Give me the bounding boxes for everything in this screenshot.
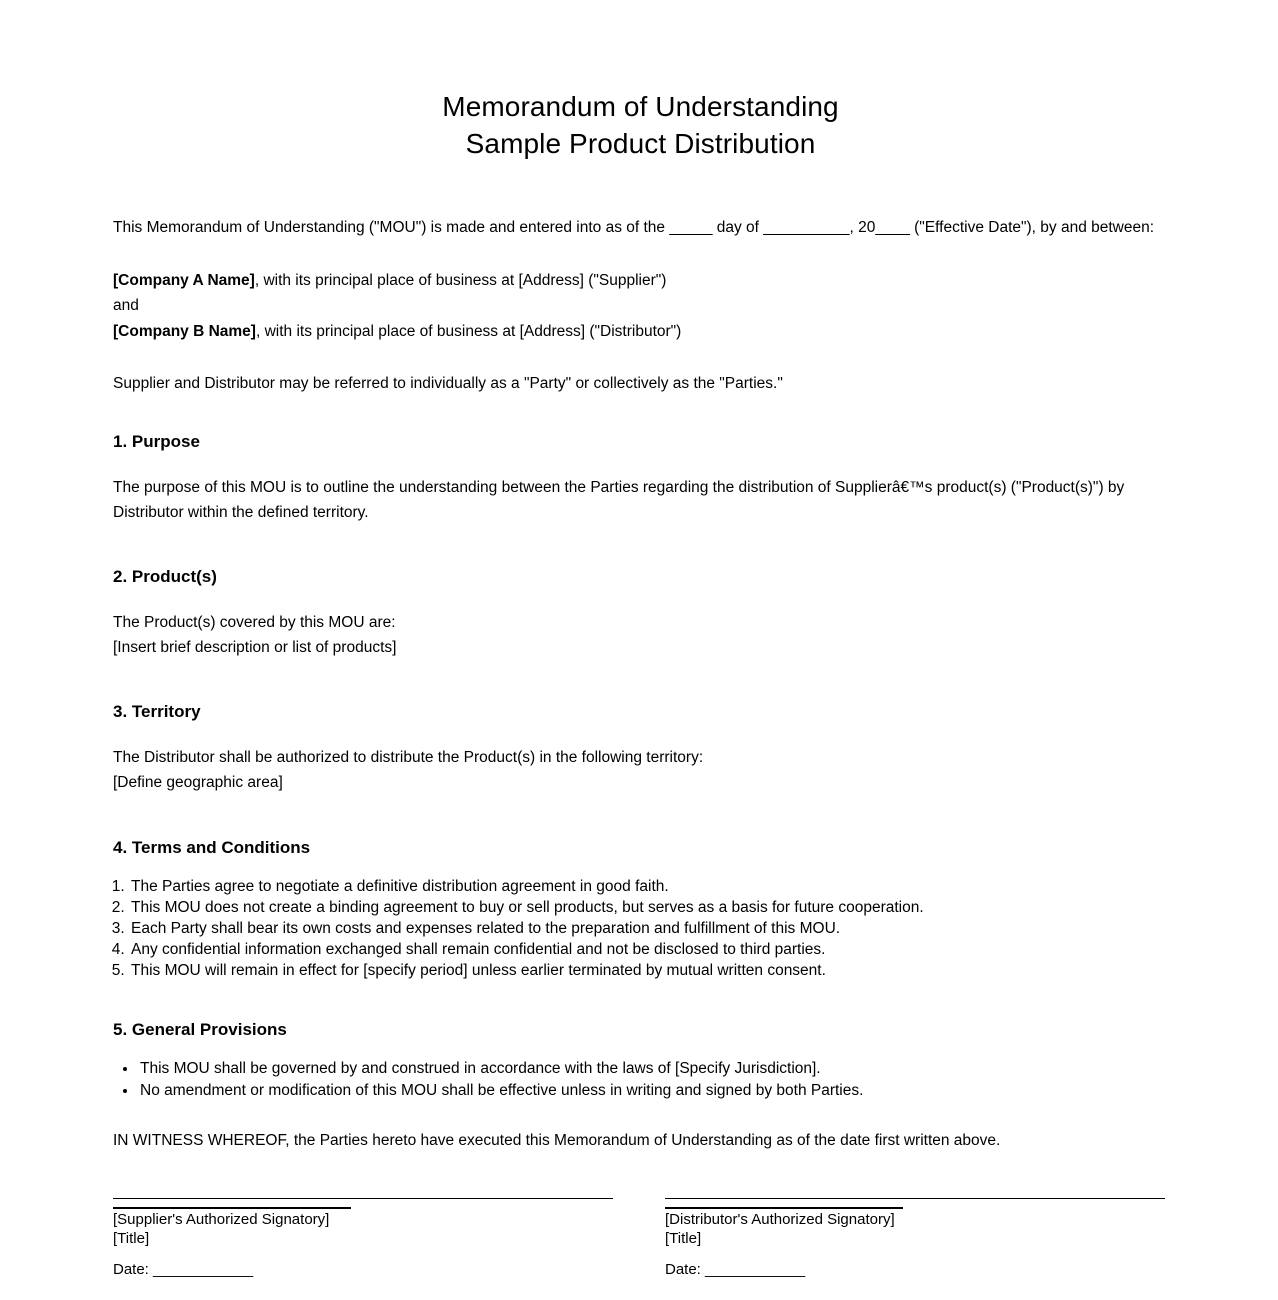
supplier-signatory-label: [Supplier's Authorized Signatory] [113, 1211, 330, 1228]
title-line-2: Sample Product Distribution [465, 128, 816, 159]
supplier-title-label: [Title] [113, 1230, 150, 1247]
list-item: 3. Each Party shall bear its own costs and expenses related to the preparation and fulfillment of this MOU. [129, 918, 1168, 939]
parties-conjunction: and [113, 297, 139, 314]
section-heading-products: 2. Product(s) [113, 566, 217, 586]
party-b-rest: , with its principal place of business at [Address] ("Distributor") [255, 322, 682, 340]
distributor-title-label: [Title] [665, 1230, 702, 1247]
signature-rule-long [665, 1198, 1165, 1199]
signature-rule-long [113, 1198, 613, 1199]
list-item: 1. The Parties agree to negotiate a definitive distribution agreement in good faith. [129, 876, 1168, 897]
supplier-date-field: Date: ____________ [113, 1261, 254, 1278]
party-a-rest: , with its principal place of business at [Address] ("Supplier") [254, 271, 667, 289]
witness-paragraph: IN WITNESS WHEREOF, the Parties hereto have executed this Memorandum of Understanding as of the date first written above. [113, 1131, 1001, 1149]
signature-line [665, 1207, 903, 1209]
party-b-row [113, 319, 1168, 345]
section-heading-terms: 4. Terms and Conditions [113, 837, 311, 857]
intro-paragraph: This Memorandum of Understanding ("MOU") is made and entered into as of the _____ day of __________, 20____ ("Effective Date"), by and between: [113, 219, 1155, 236]
section-body-products-line-1: The Product(s) covered by this MOU are: [113, 613, 396, 631]
signature-line [113, 1207, 351, 1209]
party-b-name: [Company B Name] [113, 322, 256, 340]
distributor-signatory-label: [Distributor's Authorized Signatory] [665, 1211, 895, 1228]
list-item: 4. Any confidential information exchanged shall remain confidential and not be disclosed to third parties. [129, 939, 1168, 960]
section-body-purpose: The purpose of this MOU is to outline the understanding between the Parties regarding the distribution of Supplierâ€™s product(s) ("Product(s)") by Distributor within the defined territory. [113, 478, 1125, 521]
section-body-territory-line-2: [Define geographic area] [113, 774, 283, 791]
distributor-date-field: Date: ____________ [665, 1261, 806, 1278]
signature-block [113, 1198, 1168, 1294]
list-item: 5. This MOU will remain in effect for [specify period] unless earlier terminated by mutual written consent. [129, 960, 1168, 981]
signature-column-supplier [113, 1198, 613, 1294]
section-heading-purpose: 1. Purpose [113, 431, 200, 451]
list-item: • No amendment or modification of this MOU shall be effective unless in writing and signed by both Parties. [138, 1080, 1168, 1102]
title-line-1: Memorandum of Understanding [442, 91, 839, 122]
section-body-territory-line-1: The Distributor shall be authorized to distribute the Product(s) in the following territory: [113, 748, 704, 766]
collective-definition-paragraph: Supplier and Distributor may be referred to individually as a "Party" or collectively as the "Parties." [113, 375, 783, 392]
section-heading-general-provisions: 5. General Provisions [113, 1019, 287, 1039]
general-provisions-list [113, 1058, 1168, 1102]
party-a-row [113, 268, 1168, 294]
list-item: 2. This MOU does not create a binding agreement to buy or sell products, but serves as a basis for future cooperation. [129, 897, 1168, 918]
terms-conditions-list [113, 876, 1168, 981]
parties-paragraph [113, 268, 1168, 345]
document-content [113, 0, 1168, 1294]
party-a-name: [Company A Name] [113, 271, 255, 289]
section-heading-territory: 3. Territory [113, 701, 201, 721]
section-body-products-line-2: [Insert brief description or list of products] [113, 639, 397, 656]
signature-column-distributor [665, 1198, 1165, 1294]
page-title [113, 0, 1168, 162]
list-item: • This MOU shall be governed by and construed in accordance with the laws of [Specify Jurisdiction]. [138, 1058, 1168, 1080]
